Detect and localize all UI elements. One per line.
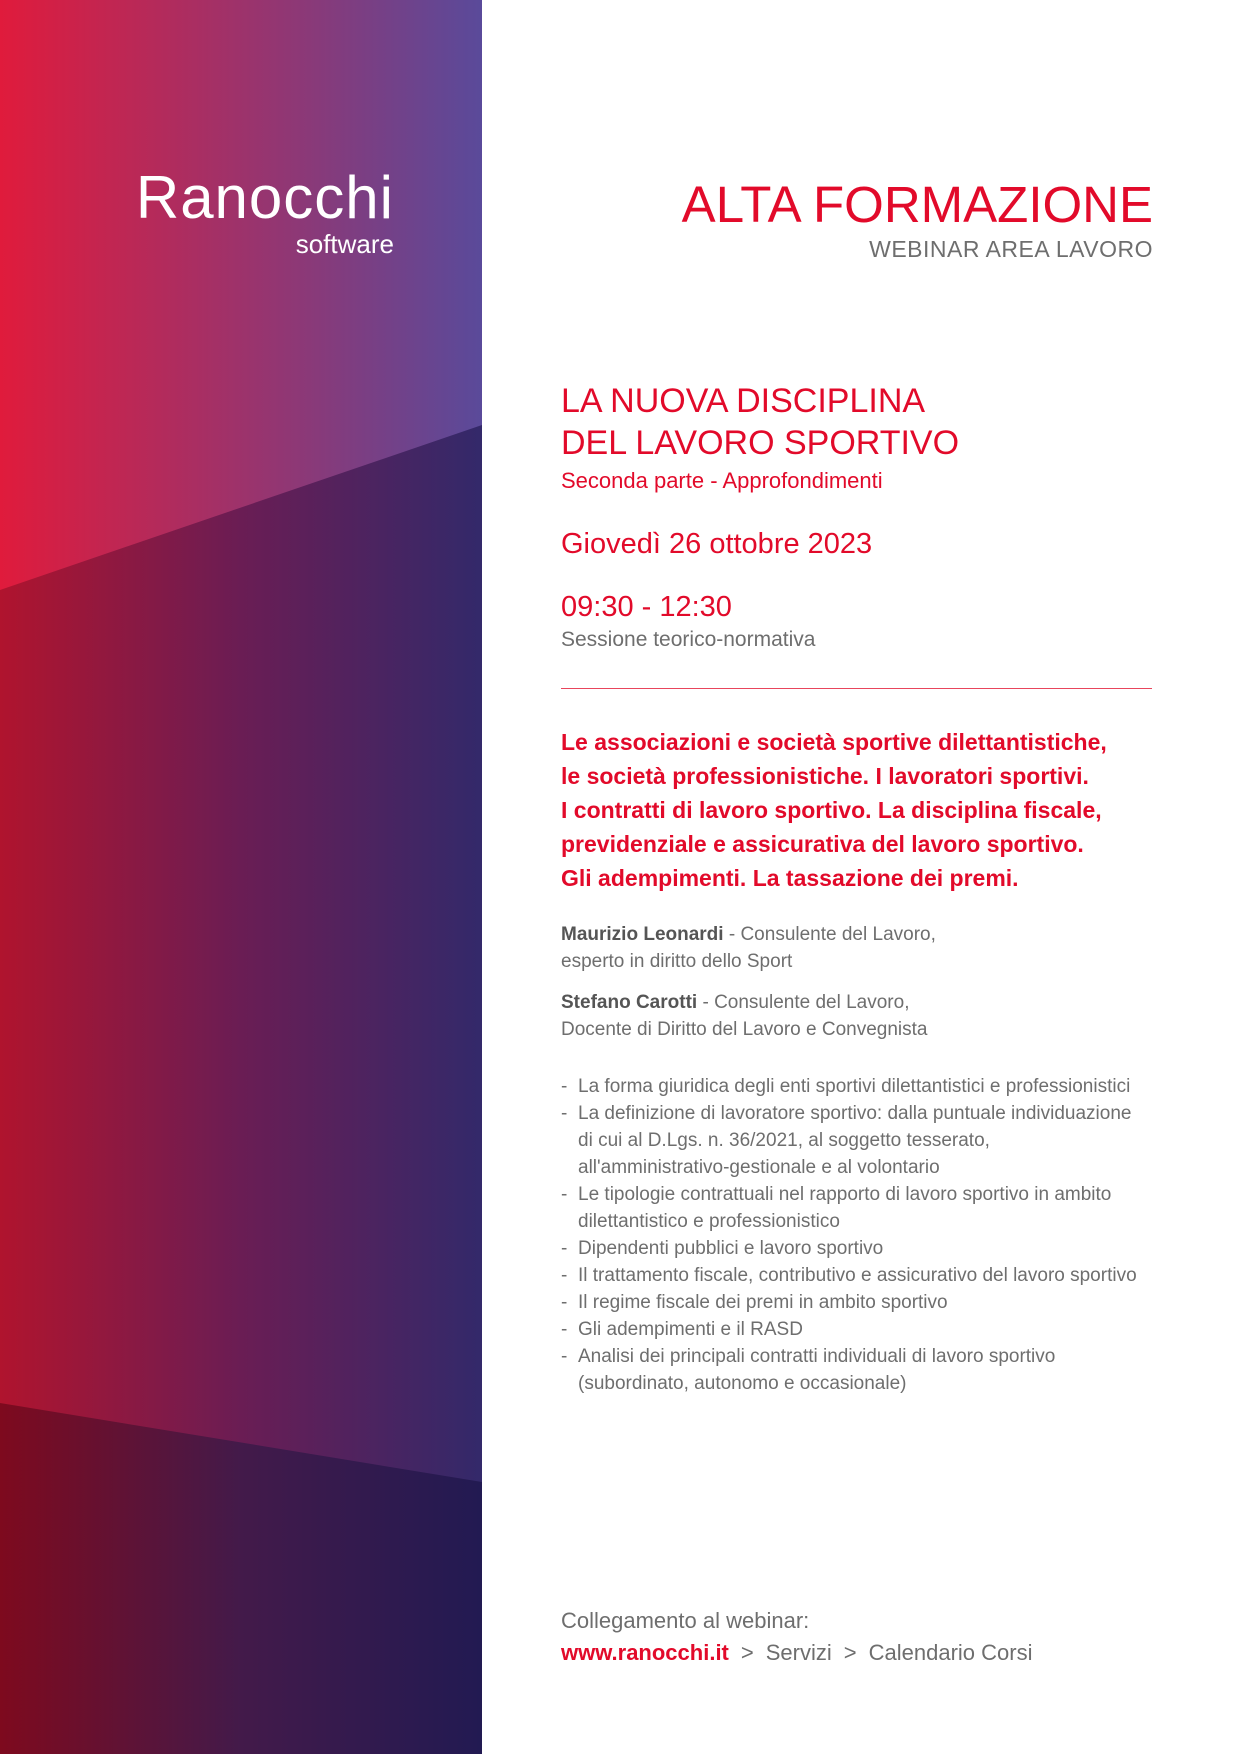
topic-line: le società professionistiche. I lavoratori sportivi. xyxy=(561,763,1089,789)
list-item: - Dipendenti pubblici e lavoro sportivo xyxy=(561,1238,884,1259)
page-subtitle: WEBINAR AREA LAVORO xyxy=(869,236,1153,262)
list-item: - Il regime fiscale dei premi in ambito sportivo xyxy=(561,1292,948,1313)
breadcrumb-separator: > xyxy=(843,1640,857,1665)
session-type: Sessione teorico-normativa xyxy=(561,628,816,651)
gradient-background xyxy=(0,0,482,1754)
speaker xyxy=(561,921,1181,975)
course-time: 09:30 - 12:30 xyxy=(561,591,732,623)
speaker xyxy=(561,989,1181,1043)
speaker-name: Stefano Carotti xyxy=(561,992,698,1013)
list-item: - Il trattamento fiscale, contributivo e assicurativo del lavoro sportivo xyxy=(561,1265,1137,1286)
topic-line: previdenziale e assicurativa del lavoro sportivo. xyxy=(561,831,1084,857)
speaker-role: - Consulente del Lavoro, xyxy=(697,992,910,1013)
breadcrumb-calendario: Calendario Corsi xyxy=(868,1640,1033,1665)
page-title: ALTA FORMAZIONE xyxy=(681,176,1153,233)
speaker-role: Docente di Diritto del Lavoro e Convegnista xyxy=(561,1019,928,1040)
list-item: - Gli adempimenti e il RASD xyxy=(561,1319,803,1340)
speaker-name: Maurizio Leonardi xyxy=(561,924,724,945)
list-item: - Analisi dei principali contratti individuali di lavoro sportivo (subordinato, autonomo e occasionale) xyxy=(561,1346,1056,1394)
breadcrumb-servizi: Servizi xyxy=(765,1640,832,1665)
course-title-line: LA NUOVA DISCIPLINA xyxy=(561,382,926,420)
course-date: Giovedì 26 ottobre 2023 xyxy=(561,528,873,560)
list-item: - La definizione di lavoratore sportivo: dalla puntuale individuazione di cui al D.Lgs. n. 36/2021, al soggetto tesserato, all'amministrativo-gestionale e al volontario xyxy=(561,1103,1132,1178)
topic-line: I contratti di lavoro sportivo. La disciplina fiscale, xyxy=(561,797,1102,823)
brand-sub: software xyxy=(295,229,394,259)
course-content xyxy=(561,380,1181,1397)
course-title xyxy=(561,380,1181,464)
topics-summary xyxy=(561,725,1181,895)
footer xyxy=(561,1605,1032,1669)
website-link[interactable]: www.ranocchi.it xyxy=(561,1640,729,1665)
footer-breadcrumb xyxy=(561,1637,1032,1669)
speaker-role: - Consulente del Lavoro, xyxy=(723,924,936,945)
footer-label: Collegamento al webinar: xyxy=(561,1608,810,1633)
breadcrumb-separator: > xyxy=(740,1640,754,1665)
list-item: - Le tipologie contrattuali nel rapporto di lavoro sportivo in ambito dilettantistico e professionistico xyxy=(561,1184,1112,1232)
speaker-role: esperto in diritto dello Sport xyxy=(561,951,793,972)
topic-line: Le associazioni e società sportive dilettantistiche, xyxy=(561,729,1107,755)
course-subtitle: Seconda parte - Approfondimenti xyxy=(561,468,883,493)
program-list xyxy=(561,1073,1181,1397)
decorative-sidebar xyxy=(0,0,482,1754)
list-item: - La forma giuridica degli enti sportivi dilettantistici e professionistici xyxy=(561,1076,1131,1097)
topic-line: Gli adempimenti. La tassazione dei premi. xyxy=(561,865,1019,891)
course-title-line: DEL LAVORO SPORTIVO xyxy=(561,424,960,462)
brand-name: Ranocchi xyxy=(135,164,394,231)
page-header xyxy=(593,178,1153,263)
divider xyxy=(561,688,1152,689)
brand-logo xyxy=(135,164,394,259)
